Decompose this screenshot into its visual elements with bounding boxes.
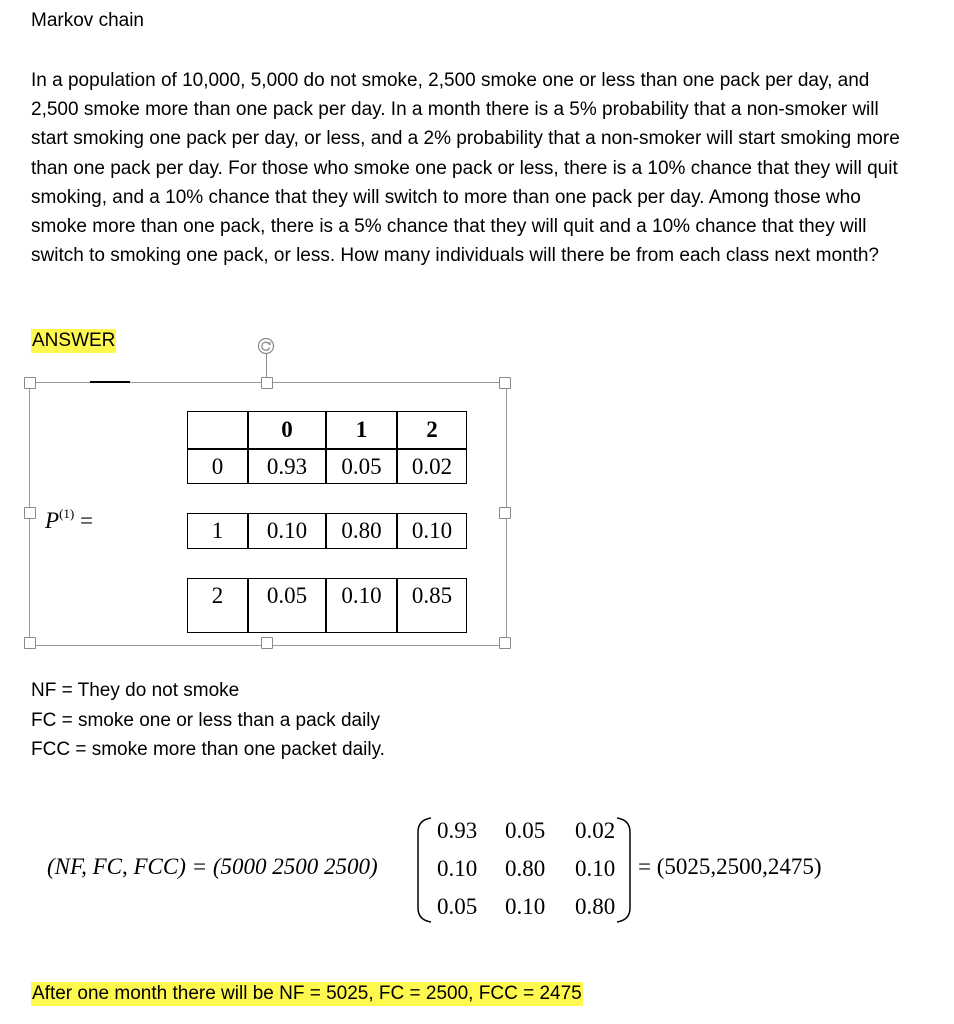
table-header-cell: 2 xyxy=(397,411,467,449)
matrix-right-paren xyxy=(614,816,634,924)
matrix-value: 0.80 xyxy=(505,856,546,881)
table-cell: 0.80 xyxy=(326,513,397,549)
table-header-cell: 0 xyxy=(248,411,326,449)
table-cell: 0.10 xyxy=(397,513,467,549)
fraction-bar-fragment xyxy=(90,381,130,383)
matrix-label xyxy=(45,506,93,534)
table-cell xyxy=(248,578,326,633)
matrix-left-paren xyxy=(414,816,434,924)
table-cell: 0.02 xyxy=(397,449,467,484)
document-title: Markov chain xyxy=(31,10,144,31)
equation-lhs: (NF, FC, FCC) = (5000 2500 2500) xyxy=(47,854,378,879)
matrix-value: 0.05 xyxy=(437,894,478,919)
resize-handle-bottom-left[interactable] xyxy=(24,637,36,649)
matrix-value: 0.93 xyxy=(437,818,478,843)
resize-handle-right[interactable] xyxy=(499,507,511,519)
table-row-label: 0 xyxy=(187,449,248,484)
class-definitions xyxy=(31,676,385,765)
rotate-handle-icon[interactable] xyxy=(257,337,275,355)
matrix-value: 0.02 xyxy=(575,818,616,843)
definition-fc: FC = smoke one or less than a pack daily xyxy=(31,709,381,731)
table-cell-text: 0.85 xyxy=(411,582,453,608)
table-cell-text: 0.10 xyxy=(341,582,382,608)
definition-nf: NF = They do not smoke xyxy=(31,680,240,701)
matrix-value: 0.10 xyxy=(575,856,616,881)
resize-handle-bottom[interactable] xyxy=(261,637,273,649)
table-row-label xyxy=(187,578,248,633)
table-header-cell: 1 xyxy=(326,411,397,449)
table-cell xyxy=(326,578,397,633)
answer-label: ANSWER xyxy=(32,330,116,351)
resize-handle-top[interactable] xyxy=(261,377,273,389)
table-row-label-text: 2 xyxy=(211,582,224,608)
resize-handle-top-left[interactable] xyxy=(24,377,36,389)
matrix-value: 0.10 xyxy=(505,894,546,919)
table-row-label: 1 xyxy=(187,513,248,549)
table-cell: 0.10 xyxy=(248,513,326,549)
matrix-equals: = xyxy=(79,508,93,533)
conclusion: After one month there will be NF = 5025, FC = 2500, FCC = 2475 xyxy=(32,983,582,1004)
resize-handle-bottom-right[interactable] xyxy=(499,637,511,649)
rotate-handle-stem xyxy=(266,353,267,377)
resize-handle-top-right[interactable] xyxy=(499,377,511,389)
table-corner-cell xyxy=(187,411,248,449)
table-cell: 0.05 xyxy=(326,449,397,484)
matrix-symbol: P xyxy=(45,508,60,533)
problem-statement: In a population of 10,000, 5,000 do not smoke, 2,500 smoke one or less than one pack per day, and 2,500 smoke more than one pack per day. In a month there is a 5% probability that a non-smoker will start smoking one pack per day, or less, and a 2% probability that a non-smoker will start smoking more than one pack per day. For those who smoke one pack or less, there is a 10% chance that they will quit smoking, and a 10% chance that they will switch to more than one pack per day. Among those who smoke more than one pack, there is a 5% chance that they will quit and a 10% chance that they will switch to smoking one pack, or less. How many individuals will there be from each class next month? xyxy=(31,70,900,267)
table-cell: 0.93 xyxy=(248,449,326,484)
resize-handle-left[interactable] xyxy=(24,507,36,519)
equation-rhs: = (5025,2500,2475) xyxy=(638,854,822,879)
matrix-value: 0.10 xyxy=(437,856,478,881)
matrix-value: 0.80 xyxy=(575,894,616,919)
table-cell xyxy=(397,578,467,633)
table-cell-text: 0.05 xyxy=(266,582,308,608)
matrix-value: 0.05 xyxy=(505,818,546,843)
definition-fcc: FCC = smoke more than one packet daily. xyxy=(31,739,385,760)
matrix-superscript: (1) xyxy=(59,506,75,521)
